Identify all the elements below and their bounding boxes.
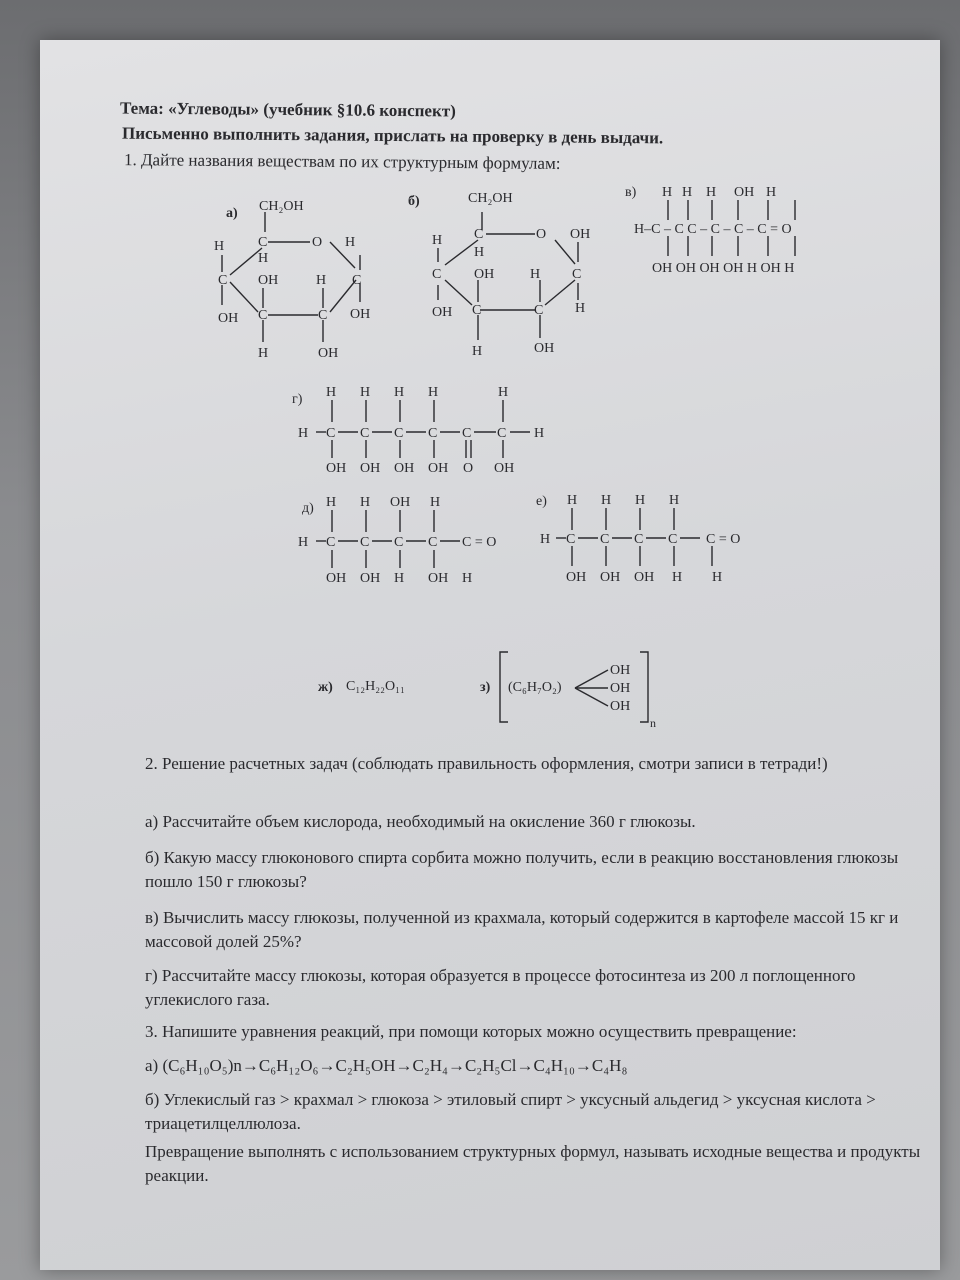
svg-text:H: H (430, 495, 441, 510)
svg-text:C: C (326, 426, 336, 441)
svg-text:H: H (540, 532, 551, 547)
svg-text:OH: OH (218, 311, 239, 326)
svg-text:H: H (601, 493, 612, 508)
svg-text:OH: OH (258, 273, 279, 288)
svg-text:H: H (530, 267, 541, 282)
svg-text:C: C (218, 273, 228, 288)
task2-g: г) Рассчитайте массу глюкозы, которая образуется в процессе фотосинтеза из 200 л поглощенного углекислого газа. (145, 966, 856, 1009)
svg-text:OH: OH (534, 341, 555, 356)
svg-text:OH: OH (610, 681, 631, 696)
svg-text:H: H (706, 185, 717, 200)
svg-text:H: H (575, 301, 586, 316)
svg-text:H: H (298, 426, 309, 441)
svg-text:C = O: C = O (462, 535, 497, 550)
svg-text:H: H (472, 344, 483, 359)
svg-text:H: H (712, 570, 723, 585)
label-zh: ж) (318, 680, 333, 695)
formula-z: (C₆H₇O₂) (508, 680, 562, 695)
task3-b: б) Углекислый газ > крахмал > глюкоза > этиловый спирт > уксусный альдегид > уксусная кислота > триацетилцеллюлоза. (145, 1090, 876, 1133)
svg-text:C: C (462, 426, 472, 441)
svg-text:H: H (360, 495, 371, 510)
task2-v: в) Вычислить массу глюкозы, полученной из крахмала, который содержится в картофеле массой 15 кг и массовой долей 25%? (145, 908, 899, 951)
svg-text:C: C (600, 532, 610, 547)
task2-title: 2. Решение расчетных задач (соблюдать правильность оформления, смотри записи в тетради!) (145, 754, 828, 773)
topic-heading: Тема: «Углеводы» (учебник §10.6 конспект) (119, 98, 456, 121)
svg-text:H: H (326, 495, 337, 510)
svg-text:H: H (360, 385, 371, 400)
svg-text:C: C (634, 532, 644, 547)
svg-text:OH: OH (360, 571, 381, 586)
svg-text:H: H (534, 426, 545, 441)
svg-text:OH: OH (428, 461, 449, 476)
svg-text:H: H (766, 185, 777, 200)
svg-text:H: H (258, 251, 269, 266)
svg-text:д): д) (302, 501, 314, 516)
svg-text:OH: OH (326, 571, 347, 586)
svg-text:H: H (669, 493, 680, 508)
label-z: з) (480, 680, 491, 695)
svg-text:C: C (566, 532, 576, 547)
svg-text:OH OH OH OH H OH H: OH OH OH OH H OH H (652, 261, 795, 276)
svg-text:OH: OH (610, 663, 631, 678)
svg-text:H: H (316, 273, 327, 288)
svg-text:OH: OH (390, 495, 411, 510)
instruction-heading: Письменно выполнить задания, прислать на проверку в день выдачи. (121, 123, 664, 148)
svg-text:H: H (567, 493, 578, 508)
svg-text:C = O: C = O (706, 532, 741, 547)
svg-text:г): г) (292, 392, 303, 407)
task3-title: 3. Напишите уравнения реакций, при помощи которых можно осуществить превращение: (145, 1022, 797, 1041)
svg-text:H: H (672, 570, 683, 585)
svg-text:H: H (345, 235, 356, 250)
svg-text:OH: OH (634, 570, 655, 585)
svg-text:C: C (360, 535, 370, 550)
svg-text:OH: OH (566, 570, 587, 585)
svg-text:H: H (662, 185, 673, 200)
svg-text:C: C (394, 426, 404, 441)
svg-text:H: H (474, 245, 485, 260)
svg-text:OH: OH (394, 461, 415, 476)
svg-text:H: H (394, 571, 405, 586)
svg-text:C: C (668, 532, 678, 547)
svg-text:H: H (682, 185, 693, 200)
svg-text:OH: OH (360, 461, 381, 476)
svg-text:C: C (497, 426, 507, 441)
svg-text:C: C (474, 227, 484, 242)
svg-text:C: C (472, 303, 482, 318)
svg-text:OH: OH (318, 346, 339, 361)
svg-text:C: C (534, 303, 544, 318)
svg-text:е): е) (536, 494, 547, 509)
task1-title: 1. Дайте названия веществам по их структурным формулам: (123, 150, 561, 173)
svg-text:H: H (428, 385, 439, 400)
svg-text:C: C (360, 426, 370, 441)
svg-text:в): в) (625, 185, 637, 200)
task2-b: б) Какую массу глюконового спирта сорбита можно получить, если в реакцию восстановления глюкозы пошло 150 г глюкозы? (145, 848, 899, 891)
label-b: б) (408, 194, 420, 209)
svg-text:C: C (318, 308, 328, 323)
svg-text:OH: OH (610, 699, 631, 714)
svg-text:H–C – C C – C – C – C = O: H–C – C C – C – C – C = O (634, 222, 792, 237)
formula-z-subscript: n (650, 716, 656, 730)
svg-text:OH: OH (734, 185, 755, 200)
task3-a: а) (C₆H₁₀O₅)n→C₆H₁₂O₆→C₂H₅OH→C₂H₄→C₂H₅Cl→C₄H₁₀→C₄H₈ (145, 1056, 628, 1075)
svg-text:H: H (635, 493, 646, 508)
svg-text:H: H (298, 535, 309, 550)
svg-text:OH: OH (600, 570, 621, 585)
svg-text:CH₂OH: CH₂OH (259, 199, 304, 214)
svg-text:H: H (432, 233, 443, 248)
svg-text:C: C (394, 535, 404, 550)
svg-text:H: H (326, 385, 337, 400)
svg-text:OH: OH (570, 227, 591, 242)
svg-text:H: H (214, 239, 225, 254)
svg-text:OH: OH (428, 571, 449, 586)
svg-text:C: C (326, 535, 336, 550)
svg-text:C: C (428, 426, 438, 441)
svg-text:C: C (572, 267, 582, 282)
svg-text:OH: OH (474, 267, 495, 282)
svg-text:C: C (352, 273, 362, 288)
task3-note: Превращение выполнять с использованием структурных формул, называть исходные вещества и продукты реакции. (145, 1142, 921, 1185)
task2-a: а) Рассчитайте объем кислорода, необходимый на окисление 360 г глюкозы. (145, 812, 696, 831)
svg-text:OH: OH (494, 461, 515, 476)
label-a: а) (226, 206, 238, 221)
svg-text:OH: OH (350, 307, 371, 322)
svg-text:C: C (432, 267, 442, 282)
svg-text:H: H (258, 346, 269, 361)
svg-text:CH₂OH: CH₂OH (468, 191, 513, 206)
formula-zh: C₁₂H₂₂O₁₁ (346, 679, 405, 694)
svg-text:OH: OH (432, 305, 453, 320)
svg-text:OH: OH (326, 461, 347, 476)
svg-text:H: H (394, 385, 405, 400)
svg-text:H: H (462, 571, 473, 586)
svg-text:O: O (463, 461, 474, 476)
svg-text:C: C (258, 235, 268, 250)
svg-text:C: C (258, 308, 268, 323)
svg-text:C: C (428, 535, 438, 550)
svg-text:O: O (312, 235, 323, 250)
svg-text:O: O (536, 227, 547, 242)
svg-text:H: H (498, 385, 509, 400)
